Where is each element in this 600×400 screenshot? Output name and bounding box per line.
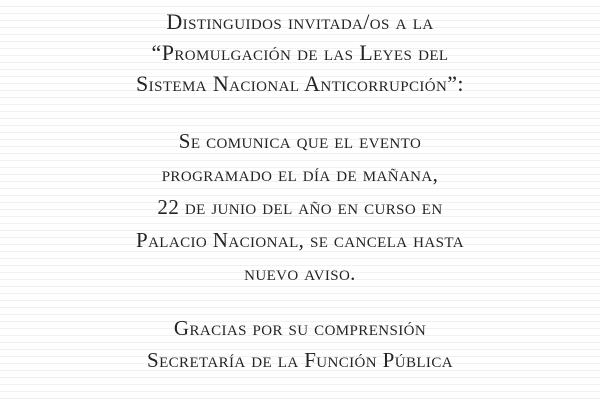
body-line-1: Se comunica que el evento (178, 129, 422, 153)
salutation-line-1: Distinguidos invitada/os a la (166, 9, 434, 34)
spacer-after-body (0, 290, 600, 312)
body-block (0, 125, 600, 290)
closing-block (0, 312, 600, 376)
body-line-2: programado el día de mañana, (161, 162, 439, 186)
notice-content (0, 6, 600, 376)
body-line-4: Palacio Nacional, se cancela hasta (136, 228, 464, 252)
body-line-5: nuevo aviso. (244, 261, 356, 285)
salutation-block (0, 6, 600, 99)
signature-line: Secretaría de la Función Pública (147, 348, 453, 372)
body-line-3: 22 de junio del año en curso en (157, 195, 443, 219)
spacer-after-salutation (0, 99, 600, 125)
salutation-line-3: Sistema Nacional Anticorrupción”: (136, 71, 464, 96)
salutation-line-2: “Promulgación de las Leyes del (151, 40, 449, 65)
closing-line-1: Gracias por su comprensión (173, 316, 427, 340)
